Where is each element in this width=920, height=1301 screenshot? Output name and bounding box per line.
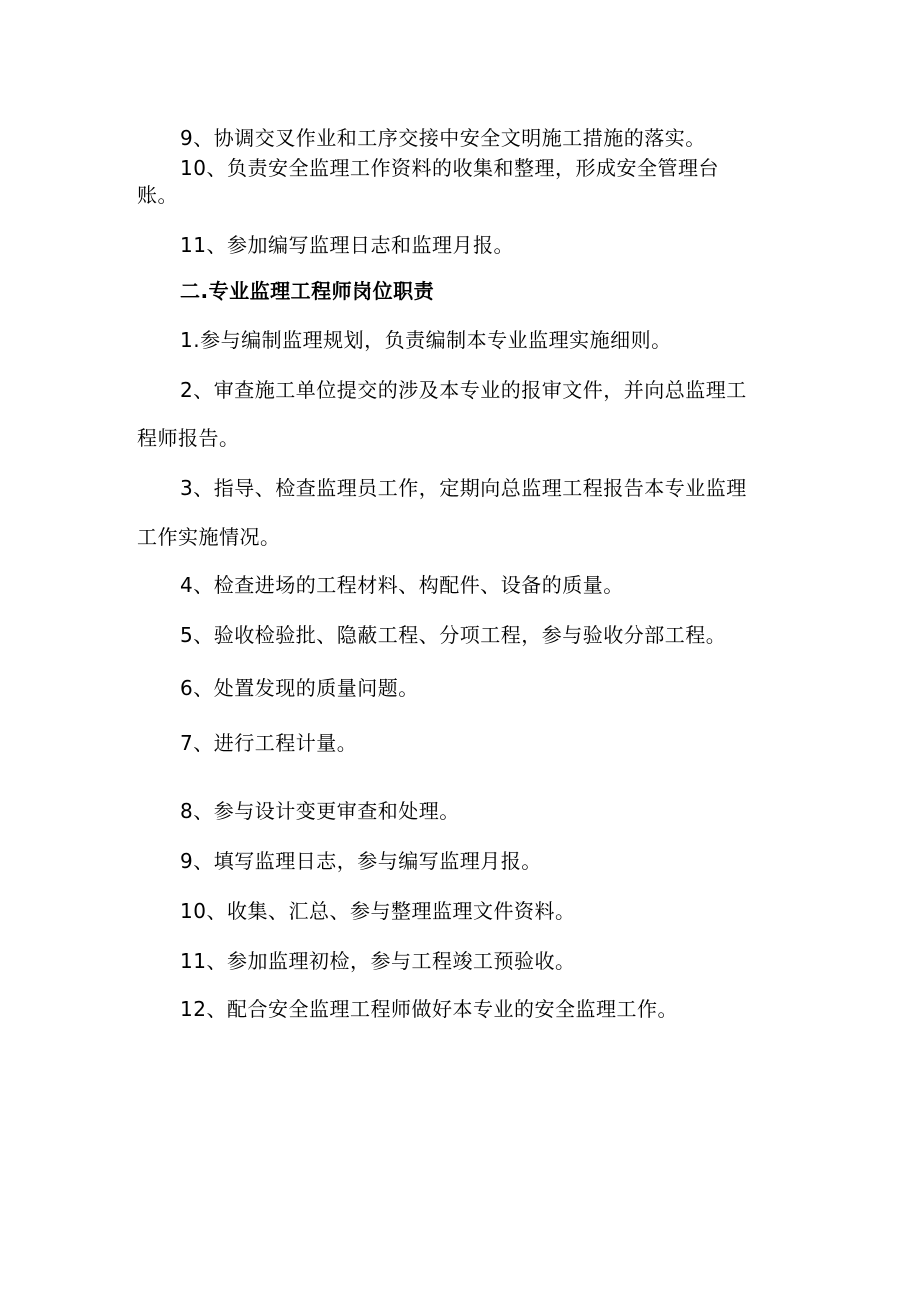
text-line: 5、验收检验批、隐蔽工程、分项工程，参与验收分部工程。 [180, 623, 727, 647]
text-line: 3、指导、检查监理员工作，定期向总监理工程报告本专业监理 [180, 476, 747, 500]
text-line: 11、参加编写监理日志和监理月报。 [180, 233, 514, 257]
text-line: 2、审查施工单位提交的涉及本专业的报审文件，并向总监理工 [180, 378, 747, 402]
text-line: 7、进行工程计量。 [180, 731, 358, 755]
text-line: 程师报告。 [137, 426, 240, 450]
text-line: 工作实施情况。 [137, 525, 281, 549]
text-line: 4、检查进场的工程材料、构配件、设备的质量。 [180, 573, 624, 597]
text-line: 9、协调交叉作业和工序交接中安全文明施工措施的落实。 [180, 126, 706, 150]
text-line: 账。 [137, 183, 178, 207]
text-line: 8、参与设计变更审查和处理。 [180, 799, 460, 823]
text-line: 9、填写监理日志，参与编写监理月报。 [180, 849, 542, 873]
text-line: 10、收集、汇总、参与整理监理文件资料。 [180, 899, 576, 923]
text-line: 12、配合安全监理工程师做好本专业的安全监理工作。 [180, 997, 678, 1021]
text-line: 10、负责安全监理工作资料的收集和整理，形成安全管理台 [180, 156, 719, 180]
text-line: 11、参加监理初检，参与工程竣工预验收。 [180, 949, 576, 973]
text-line: 6、处置发现的质量问题。 [180, 676, 419, 700]
text-line: 1.参与编制监理规划，负责编制本专业监理实施细则。 [180, 328, 672, 352]
section-heading: 二.专业监理工程师岗位职责 [180, 279, 435, 303]
